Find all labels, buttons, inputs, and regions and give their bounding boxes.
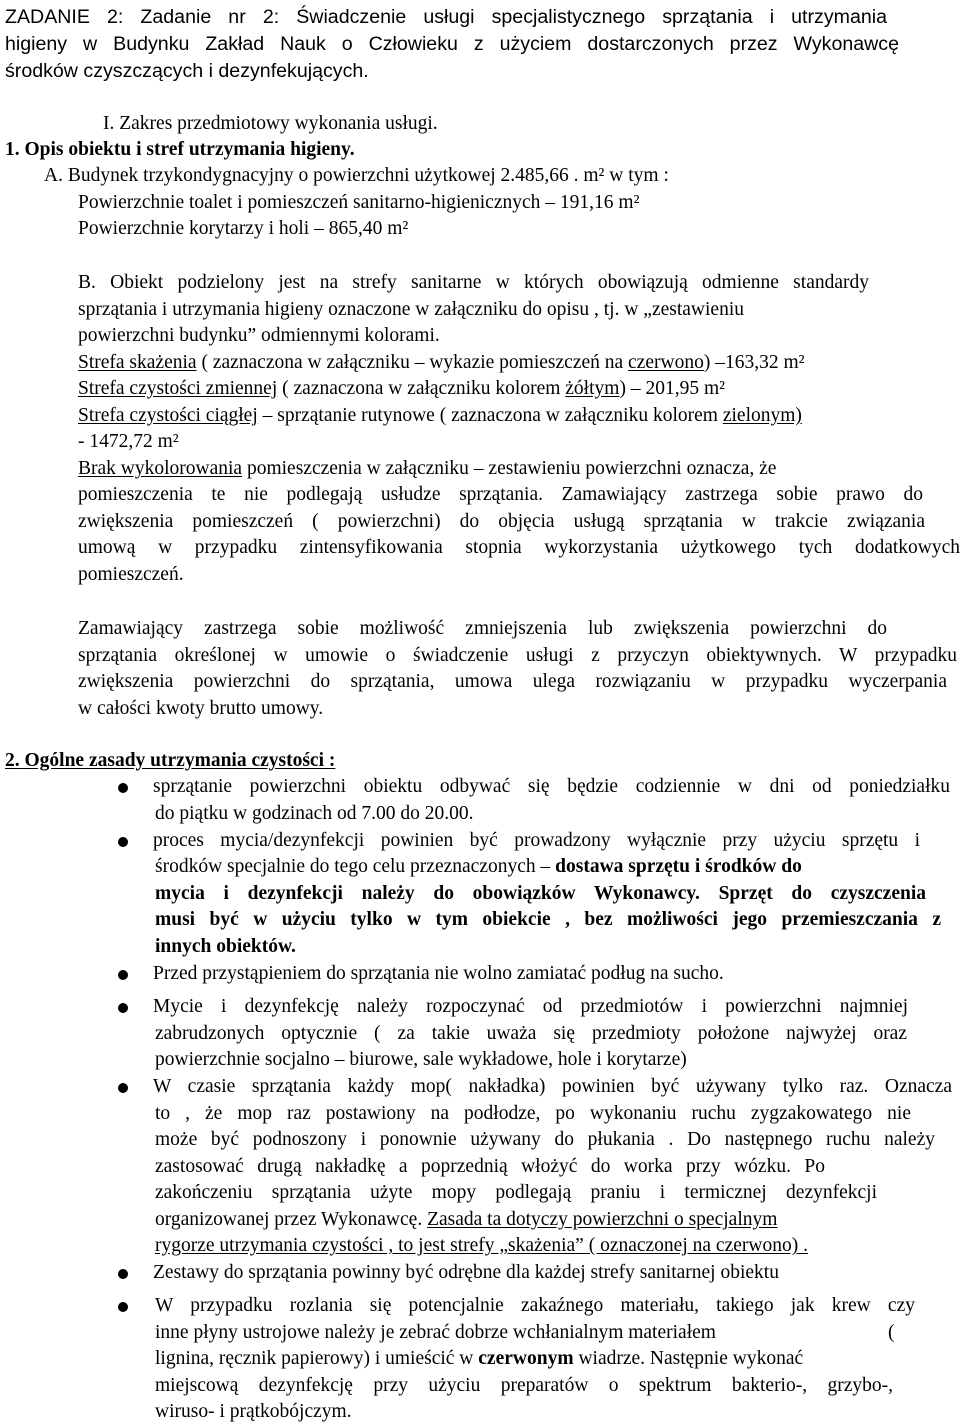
no-color-line-2: pomieszczenia te nie podlegają usłudze sprzątania. Zamawiający zastrzega sobie prawo do xyxy=(78,484,923,505)
reserve-paragraph-line-4: w całości kwoty brutto umowy. xyxy=(78,698,324,719)
bullet-5-line-3: może być podnoszony i ponownie używany do płukania . Do następnego ruchu należy xyxy=(155,1129,935,1150)
bullet-7-line-3-text: lignina, ręcznik papierowy) i umieścić w xyxy=(155,1348,479,1369)
reserve-paragraph-line-3: zwiększenia powierzchni do sprzątania, umowa ulega rozwiązaniu w przypadku wyczerpania xyxy=(78,671,947,692)
section-2-title-text: Ogólne zasady utrzymania czystości : xyxy=(19,750,336,771)
no-color-line-4: umową w przypadku zintensyfikowania stopnia wykorzystania użytkowego tych dodatkowych xyxy=(78,537,960,558)
bullet-4-line-2: zabrudzonych optycznie ( za takie uważa się przedmioty położone najwyżej oraz xyxy=(155,1023,907,1044)
area-toilets: Powierzchnie toalet i pomieszczeń sanitarno-higienicznych – 191,16 m² xyxy=(78,192,640,213)
bullet-1-line-2: do piątku w godzinach od 7.00 do 20.00. xyxy=(155,803,474,824)
bullet-5-line-6 xyxy=(155,1207,777,1234)
doc-title-line-3: środków czyszczących i dezynfekujących. xyxy=(5,60,369,82)
bullet-5-line-5: zakończeniu sprzątania użyte mopy podlegają praniu i termicznej dezynfekcji xyxy=(155,1182,877,1203)
bullet-icon xyxy=(118,1302,128,1312)
no-color-label: Brak wykolorowania xyxy=(78,458,243,479)
zone-contamination-area: ) –163,32 m² xyxy=(703,352,805,373)
zones-paragraph-line-1: B. Obiekt podzielony jest na strefy sanitarne w których obowiązują odmienne standardy xyxy=(78,272,869,293)
bullet-5-line-6-text: organizowanej przez Wykonawcę. xyxy=(155,1209,428,1230)
zone-continuous-desc: – sprzątanie rutynowe ( zaznaczona w załączniku kolorem xyxy=(257,405,723,426)
zone-contamination xyxy=(78,350,804,377)
bullet-3-line-1: Przed przystąpieniem do sprzątania nie wolno zamiatać podług na sucho. xyxy=(153,963,724,984)
bullet-2-line-2-text: środków specjalnie do tego celu przeznaczonych – xyxy=(155,856,556,877)
bullet-4-line-3: powierzchnie socjalno – biurowe, sale wykładowe, hole i korytarze) xyxy=(155,1049,687,1070)
bullet-2-line-2-bold: dostawa sprzętu i środków do xyxy=(555,856,802,877)
bullet-5-line-7: rygorze utrzymania czystości , to jest strefy „skażenia” ( oznaczonej na czerwono) . xyxy=(155,1235,808,1256)
section-1-title: I. Zakres przedmiotowy wykonania usługi. xyxy=(103,113,438,134)
bullet-5-line-2: to , że mop raz postawiony na podłodze, po wykonaniu ruchu zygzakowatego nie xyxy=(155,1103,911,1124)
bullet-7-line-5: wiruso- i prątkobójczym. xyxy=(155,1401,352,1422)
bullet-2-line-3: mycia i dezynfekcji należy do obowiązków Wykonawcy. Sprzęt do czyszczenia xyxy=(155,883,926,904)
reserve-paragraph-line-1: Zamawiający zastrzega sobie możliwość zmniejszenia lub zwiększenia powierzchni do xyxy=(78,618,887,639)
zone-continuous xyxy=(78,403,802,430)
zone-variable-color: żółtym xyxy=(565,378,620,399)
no-color-line-5: pomieszczeń. xyxy=(78,564,184,585)
bullet-5-line-6-underlined: Zasada ta dotyczy powierzchni o specjalnym xyxy=(427,1209,778,1230)
bullet-2-line-2 xyxy=(155,854,802,881)
bullet-2-line-4: musi być w użyciu tylko w tym obiekcie , bez możliwości jego przemieszczania z xyxy=(155,909,941,930)
doc-title-line-1: ZADANIE 2: Zadanie nr 2: Świadczenie usługi specjalistycznego sprzątania i utrzymania xyxy=(5,6,887,28)
zone-contamination-label: Strefa skażenia xyxy=(78,352,197,373)
bullet-7-line-3-bold: czerwonym xyxy=(478,1348,574,1369)
zone-continuous-area: - 1472,72 m² xyxy=(78,431,179,452)
bullet-4-line-1: Mycie i dezynfekcję należy rozpoczynać od przedmiotów i powierzchni najmniej xyxy=(153,996,908,1017)
no-color-line xyxy=(78,456,776,483)
zone-continuous-label: Strefa czystości ciągłej xyxy=(78,405,258,426)
doc-title-line-2: higieny w Budynku Zakład Nauk o Człowieku z użyciem dostarczonych przez Wykonawcę xyxy=(5,33,899,55)
bullet-icon xyxy=(118,837,128,847)
zone-variable-desc: ( zaznaczona w załączniku kolorem xyxy=(277,378,566,399)
zone-variable xyxy=(78,376,725,403)
zone-variable-label: Strefa czystości zmiennej xyxy=(78,378,278,399)
no-color-line-3: zwiększenia pomieszczeń ( powierzchni) do objęcia usługą sprzątania w trakcie związania xyxy=(78,511,925,532)
bullet-6-line-1: Zestawy do sprzątania powinny być odrębne dla każdej strefy sanitarnej obiektu xyxy=(153,1262,779,1283)
bullet-7-line-1: W przypadku rozlania się potencjalnie zakaźnego materiału, takiego jak krew czy xyxy=(155,1295,915,1316)
section-1-subtitle: 1. Opis obiektu i stref utrzymania higieny. xyxy=(5,139,355,160)
bullet-7-line-2: inne płyny ustrojowe należy je zebrać dobrze wchłanialnym materiałem xyxy=(155,1322,716,1343)
zone-variable-area: ) – 201,95 m² xyxy=(619,378,725,399)
no-color-desc: pomieszczenia w załączniku – zestawieniu powierzchni oznacza, że xyxy=(242,458,777,479)
bullet-icon xyxy=(118,970,128,980)
bullet-7-line-2-paren: ( xyxy=(888,1322,895,1343)
reserve-paragraph-line-2: sprzątania określonej w umowie o świadczenie usługi z przyczyn obiektywnych. W przypadku xyxy=(78,645,957,666)
bullet-icon xyxy=(118,783,128,793)
bullet-5-line-4: zastosować drugą nakładkę a poprzednią włożyć do worka przy wózku. Po xyxy=(155,1156,825,1177)
section-2-number: 2. xyxy=(5,750,20,771)
section-2-title xyxy=(5,748,335,775)
zone-contamination-desc: ( zaznaczona w załączniku – wykazie pomieszczeń na xyxy=(196,352,629,373)
bullet-icon xyxy=(118,1003,128,1013)
zone-continuous-color: zielonym) xyxy=(722,405,802,426)
zones-paragraph-line-2: sprzątania i utrzymania higieny oznaczone w załączniku do opisu , tj. w „zestawieniu xyxy=(78,299,744,320)
bullet-7-line-3-tail: wiadrze. Następnie wykonać xyxy=(573,1348,804,1369)
bullet-icon xyxy=(118,1269,128,1279)
building-description: A. Budynek trzykondygnacyjny o powierzchni użytkowej 2.485,66 . m² w tym : xyxy=(44,165,669,186)
area-corridors: Powierzchnie korytarzy i holi – 865,40 m² xyxy=(78,218,409,239)
bullet-1-line-1: sprzątanie powierzchni obiektu odbywać się będzie codziennie w dni od poniedziałku xyxy=(153,776,950,797)
bullet-7-line-4: miejscową dezynfekcję przy użyciu preparatów o spektrum bakterio-, grzybo-, xyxy=(155,1375,893,1396)
zone-contamination-color: czerwono xyxy=(628,352,704,373)
bullet-2-line-5: innych obiektów. xyxy=(155,936,296,957)
zones-paragraph-line-3: powierzchni budynku” odmiennymi kolorami. xyxy=(78,325,440,346)
bullet-icon xyxy=(118,1083,128,1093)
bullet-7-line-3 xyxy=(155,1346,803,1373)
bullet-2-line-1: proces mycia/dezynfekcji powinien być prowadzony wyłącznie przy użyciu sprzętu i xyxy=(153,830,920,851)
bullet-5-line-1: W czasie sprzątania każdy mop( nakładka) powinien być używany tylko raz. Oznacza xyxy=(153,1076,952,1097)
